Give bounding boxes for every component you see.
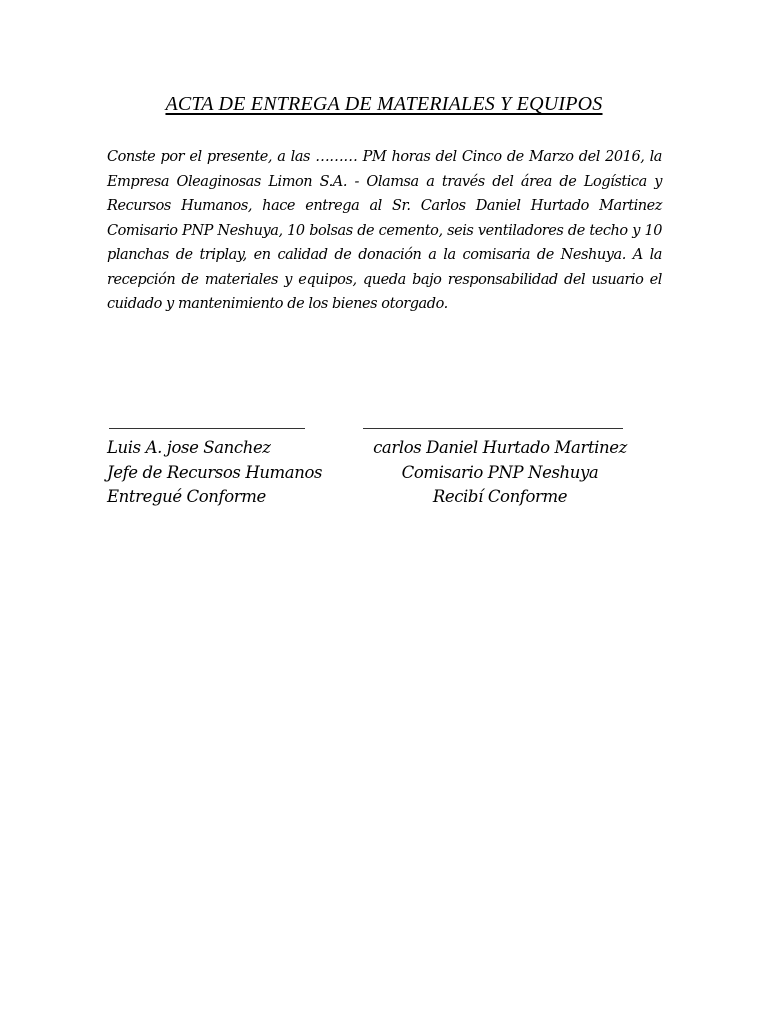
signer-role-left: Jefe de Recursos Humanos bbox=[107, 462, 323, 482]
document-title: ACTA DE ENTREGA DE MATERIALES Y EQUIPOS bbox=[165, 93, 603, 115]
signer-status-left: Entregué Conforme bbox=[107, 487, 266, 506]
signer-name-right: carlos Daniel Hurtado Martinez bbox=[373, 438, 627, 457]
signer-status-right: Recibí Conforme bbox=[432, 487, 568, 506]
signature-line-right bbox=[363, 428, 623, 429]
signer-name-left: Luis A. jose Sanchez bbox=[107, 438, 271, 457]
document-body: Conste por el presente, a las ……… PM horas del Cinco de Marzo del 2016, la Empresa Oleaginosas Limon S.A. - Olamsa a través del área de Logística y Recursos Humanos, hace entrega al Sr. Carlos Daniel Hurtado Martinez Comisario PNP Neshuya, 10 bolsas de cemento, seis ventiladores de techo y 10 planchas de triplay, en calidad de donación a la comisaria de Neshuya. A la recepción de materiales y equipos, queda bajo responsabilidad del usuario el cuidado y mantenimiento de los bienes otorgado. bbox=[107, 149, 662, 312]
signature-block-right bbox=[360, 436, 640, 510]
signer-role-right: Comisario PNP Neshuya bbox=[401, 462, 599, 482]
signature-line-left bbox=[109, 428, 305, 429]
signature-block-left bbox=[107, 436, 347, 510]
